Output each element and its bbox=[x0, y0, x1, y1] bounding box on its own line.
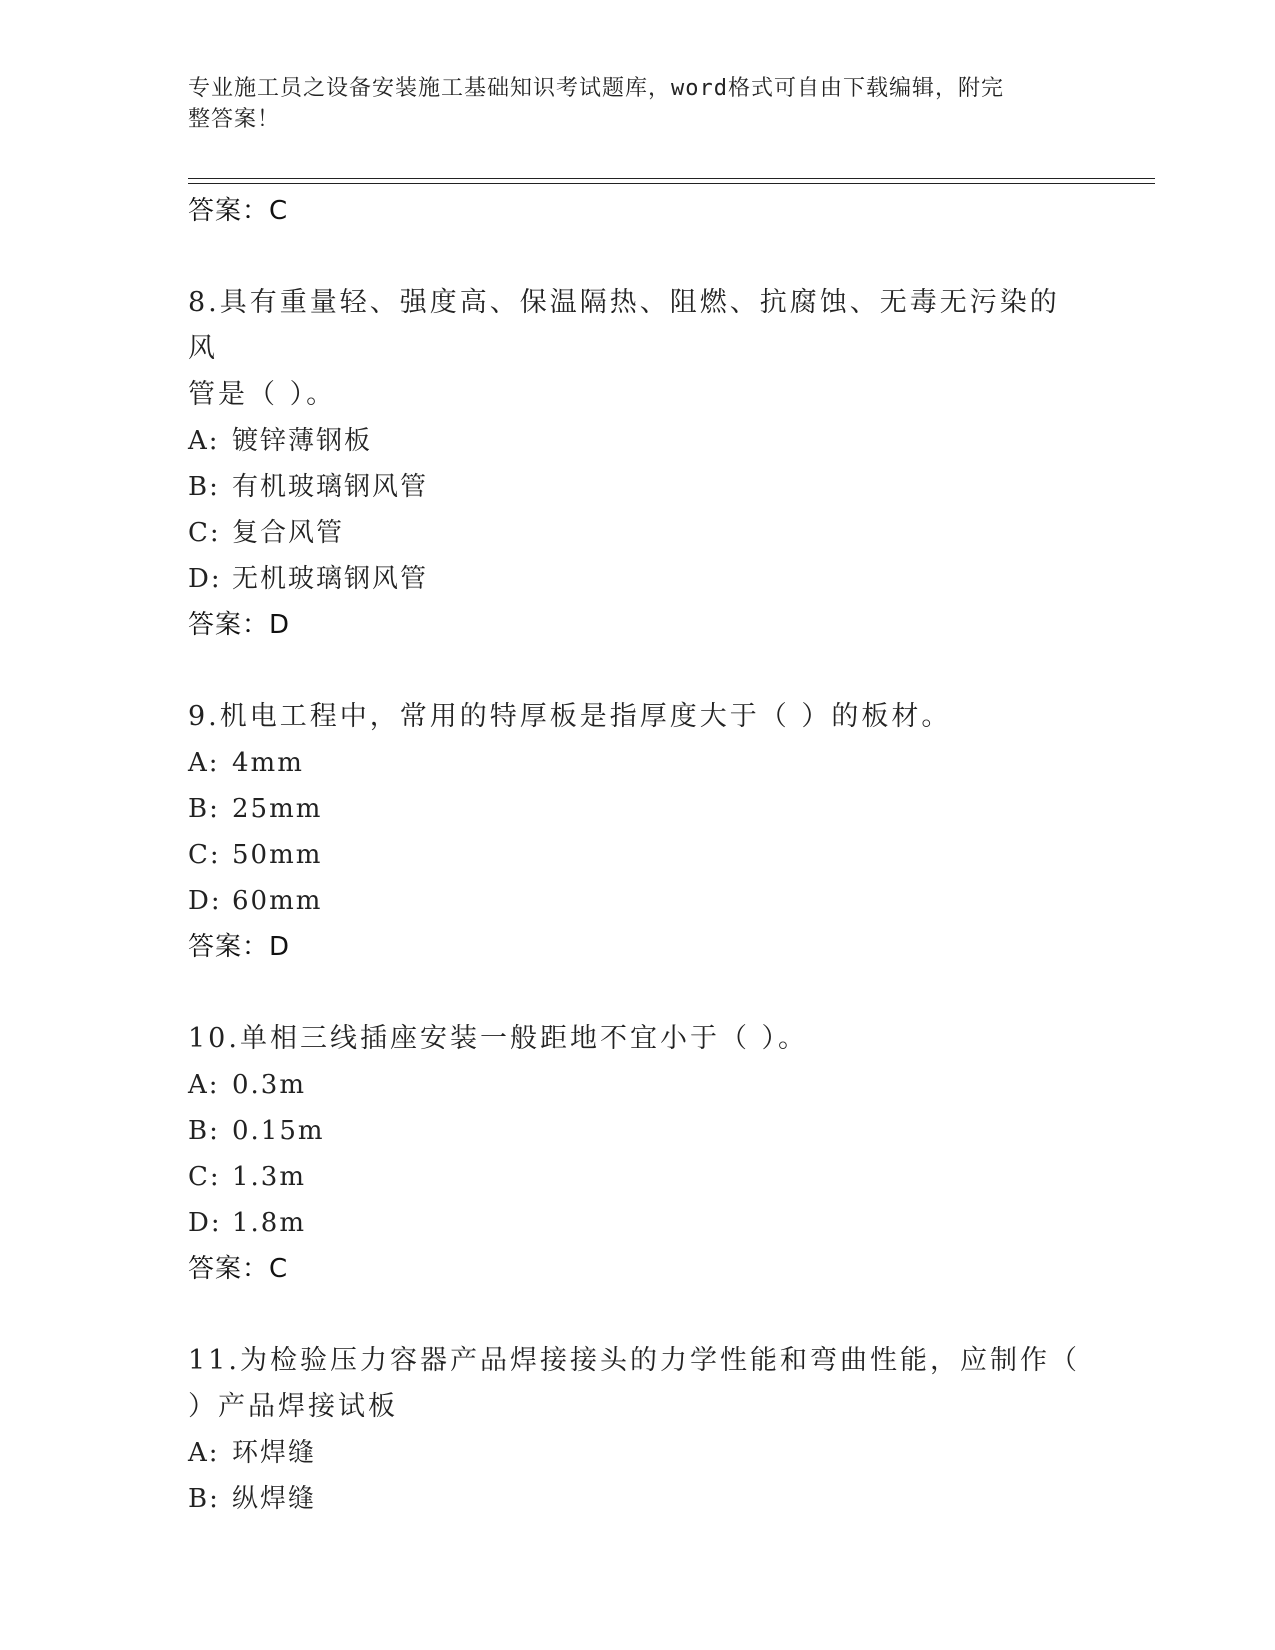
option-text: 60mm bbox=[232, 886, 323, 916]
question-text-line-1: 9.机电工程中，常用的特厚板是指厚度大于（ ）的板材。 bbox=[188, 701, 952, 732]
option-text: 无机玻璃钢风管 bbox=[232, 564, 429, 594]
question-11 bbox=[188, 1338, 1088, 1522]
option-letter: D: bbox=[188, 1208, 222, 1238]
option-letter: A: bbox=[188, 1438, 220, 1468]
spacer bbox=[188, 1292, 1088, 1338]
option-text: 0.3m bbox=[232, 1070, 307, 1100]
question-8 bbox=[188, 280, 1088, 648]
option-letter: C: bbox=[188, 518, 221, 548]
option-b bbox=[188, 1476, 1088, 1522]
option-text: 环焊缝 bbox=[232, 1438, 317, 1468]
option-b bbox=[188, 786, 1088, 832]
option-letter: A: bbox=[188, 748, 220, 778]
option-letter: A: bbox=[188, 1070, 220, 1100]
option-letter: B: bbox=[188, 1116, 220, 1146]
option-c bbox=[188, 510, 1088, 556]
option-d bbox=[188, 1200, 1088, 1246]
option-c bbox=[188, 832, 1088, 878]
answer-label: 答案：D bbox=[188, 932, 291, 962]
option-letter: D: bbox=[188, 564, 222, 594]
header-line-2: 整答案！ bbox=[188, 107, 281, 132]
spacer bbox=[188, 648, 1088, 694]
option-b bbox=[188, 1108, 1088, 1154]
option-letter: A: bbox=[188, 426, 220, 456]
spacer bbox=[188, 970, 1088, 1016]
option-text: 25mm bbox=[232, 794, 323, 824]
option-text: 1.3m bbox=[232, 1162, 307, 1192]
option-text: 纵焊缝 bbox=[232, 1484, 317, 1514]
option-letter: B: bbox=[188, 472, 220, 502]
header-line-1: 专业施工员之设备安装施工基础知识考试题库，word格式可自由下载编辑，附完 bbox=[188, 76, 1004, 101]
answer-label: 答案：D bbox=[188, 610, 291, 640]
option-c bbox=[188, 1154, 1088, 1200]
question-text bbox=[188, 280, 1088, 418]
question-text-line-1: 10.单相三线插座安装一般距地不宜小于（ ）。 bbox=[188, 1023, 809, 1054]
option-letter: B: bbox=[188, 1484, 220, 1514]
option-letter: C: bbox=[188, 840, 221, 870]
option-d bbox=[188, 878, 1088, 924]
question-text-line-1: 8.具有重量轻、强度高、保温隔热、阻燃、抗腐蚀、无毒无污染的风 bbox=[188, 287, 1060, 364]
option-text: 1.8m bbox=[232, 1208, 307, 1238]
option-d bbox=[188, 556, 1088, 602]
option-text: 0.15m bbox=[232, 1116, 325, 1146]
question-text bbox=[188, 1338, 1088, 1430]
answer-label: 答案：C bbox=[188, 196, 289, 226]
header-divider-top bbox=[188, 178, 1155, 179]
option-text: 复合风管 bbox=[232, 518, 345, 548]
option-text: 4mm bbox=[232, 748, 304, 778]
option-text: 镀锌薄钢板 bbox=[232, 426, 373, 456]
option-a bbox=[188, 418, 1088, 464]
option-letter: D: bbox=[188, 886, 222, 916]
option-letter: B: bbox=[188, 794, 220, 824]
question-text-line-1: 11.为检验压力容器产品焊接接头的力学性能和弯曲性能，应制作（ bbox=[188, 1345, 1080, 1376]
option-b bbox=[188, 464, 1088, 510]
document-header bbox=[188, 73, 1068, 135]
question-text-line-2: 管是（ ）。 bbox=[188, 379, 337, 410]
option-text: 有机玻璃钢风管 bbox=[232, 472, 429, 502]
question-9 bbox=[188, 694, 1088, 970]
question-text-line-2: ）产品焊接试板 bbox=[188, 1391, 398, 1422]
question-list bbox=[188, 188, 1088, 1522]
header-divider-bottom bbox=[188, 183, 1155, 184]
option-letter: C: bbox=[188, 1162, 221, 1192]
option-text: 50mm bbox=[232, 840, 323, 870]
option-a bbox=[188, 740, 1088, 786]
answer-label: 答案：C bbox=[188, 1254, 289, 1284]
option-a bbox=[188, 1062, 1088, 1108]
option-a bbox=[188, 1430, 1088, 1476]
question-10 bbox=[188, 1016, 1088, 1292]
spacer bbox=[188, 234, 1088, 280]
question-text bbox=[188, 694, 1088, 740]
question-text bbox=[188, 1016, 1088, 1062]
